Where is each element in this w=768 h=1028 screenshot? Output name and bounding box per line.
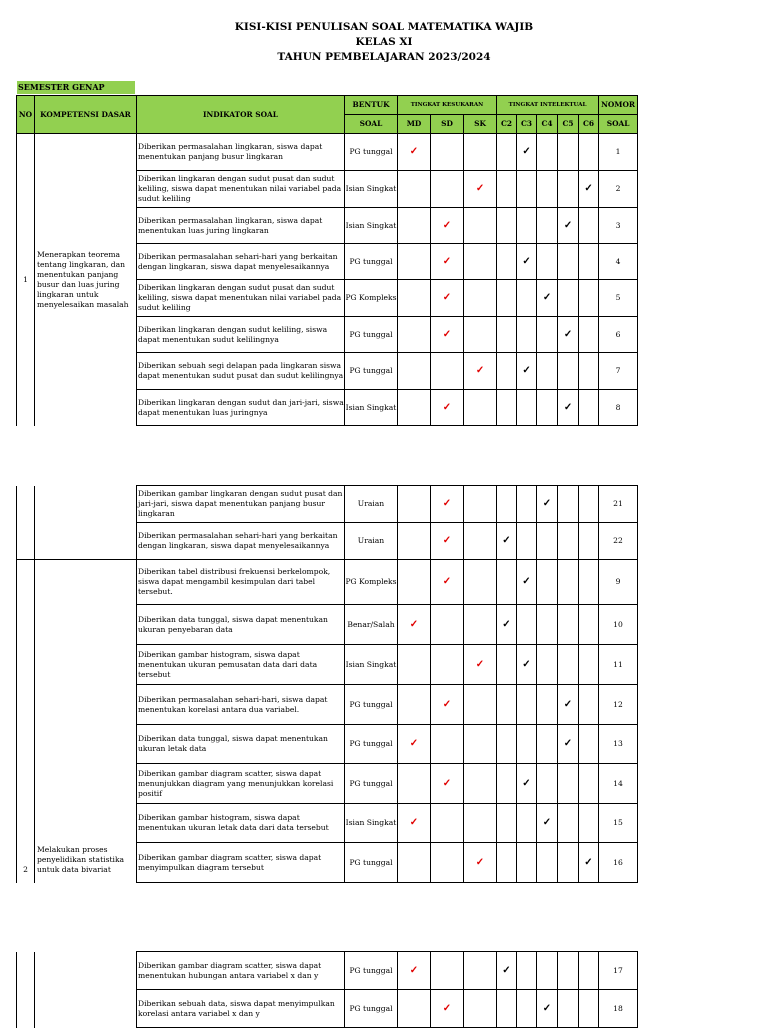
kisi-table-section-1 (16, 95, 638, 426)
check-mark-icon: ✓ (442, 292, 452, 303)
kompetensi-dasar-cell (35, 952, 137, 1028)
intelektual-c2-cell (497, 645, 517, 685)
check-mark-icon: ✓ (409, 817, 419, 828)
intelektual-c4-cell (537, 560, 558, 605)
kompetensi-dasar-text: Melakukan proses penyelidikan statistika untuk data bivariat (37, 844, 125, 874)
nomor-soal-cell: 8 (599, 390, 638, 426)
check-mark-icon: ✓ (563, 698, 573, 710)
kesukaran-sd-cell (431, 523, 464, 560)
kesukaran-sk-cell (464, 645, 497, 685)
intelektual-c6-cell (579, 560, 599, 605)
bentuk-soal-cell: Uraian (345, 523, 398, 560)
check-mark-icon: ✓ (542, 498, 552, 509)
kesukaran-sd-cell (431, 645, 464, 685)
check-mark-icon: ✓ (584, 856, 593, 868)
indikator-soal-cell: Diberikan sebuah segi delapan pada lingkaran siswa dapat menentukan sudut pusat dan sudut kelilingnya (137, 353, 345, 390)
indikator-soal-cell: Diberikan gambar diagram scatter, siswa dapat menunjukkan diagram yang menunjukkan korelasi positif (137, 764, 345, 804)
intelektual-c5-cell (558, 725, 579, 764)
nomor-soal-cell: 6 (599, 317, 638, 353)
intelektual-c4-cell (537, 353, 558, 390)
intelektual-c2-cell (497, 390, 517, 426)
kesukaran-md-cell (398, 645, 431, 685)
intelektual-c2-cell (497, 134, 517, 171)
kesukaran-sd-cell (431, 804, 464, 843)
check-mark-icon: ✓ (522, 777, 531, 789)
table-row (17, 486, 638, 523)
kesukaran-md-cell (398, 208, 431, 244)
nomor-soal-cell: 13 (599, 725, 638, 764)
document-subtitle-class: KELAS XI (355, 36, 413, 48)
check-mark-icon: ✓ (475, 183, 485, 194)
intelektual-c2-cell (497, 804, 517, 843)
kesukaran-md-cell (398, 764, 431, 804)
bentuk-soal-cell: PG tunggal (345, 244, 398, 280)
kesukaran-sd-cell (431, 560, 464, 605)
intelektual-c4-cell (537, 317, 558, 353)
intelektual-c4-cell (537, 486, 558, 523)
intelektual-c2-cell (497, 685, 517, 725)
nomor-soal-cell: 3 (599, 208, 638, 244)
intelektual-c5-cell (558, 685, 579, 725)
intelektual-c5-cell (558, 843, 579, 883)
intelektual-c3-cell (517, 764, 537, 804)
bentuk-soal-cell: Isian Singkat (345, 208, 398, 244)
intelektual-c2-cell (497, 244, 517, 280)
intelektual-c3-cell (517, 208, 537, 244)
kesukaran-md-cell (398, 390, 431, 426)
check-mark-icon: ✓ (522, 146, 531, 157)
kisi-table-section-3 (16, 951, 638, 1028)
intelektual-c3-cell (517, 523, 537, 560)
check-mark-icon: ✓ (442, 777, 452, 789)
intelektual-c3-cell (517, 134, 537, 171)
check-mark-icon: ✓ (409, 964, 419, 976)
check-mark-icon: ✓ (475, 365, 485, 376)
kesukaran-sk-cell (464, 685, 497, 725)
intelektual-c4-cell (537, 244, 558, 280)
intelektual-c3-cell (517, 843, 537, 883)
nomor-soal-cell: 21 (599, 486, 638, 523)
header-c4: C4 (537, 115, 558, 134)
intelektual-c5-cell (558, 317, 579, 353)
kesukaran-md-cell (398, 990, 431, 1028)
kompetensi-dasar-cell (35, 134, 137, 426)
intelektual-c3-cell (517, 605, 537, 645)
nomor-soal-cell: 1 (599, 134, 638, 171)
intelektual-c3-cell (517, 645, 537, 685)
kesukaran-sd-cell (431, 990, 464, 1028)
bentuk-soal-cell: Isian Singkat (345, 390, 398, 426)
indikator-soal-cell: Diberikan permasalahan sehari-hari, siswa dapat menentukan korelasi antara dua variabel. (137, 685, 345, 725)
kesukaran-sk-cell (464, 208, 497, 244)
kesukaran-md-cell (398, 843, 431, 883)
kesukaran-sd-cell (431, 843, 464, 883)
intelektual-c3-cell (517, 317, 537, 353)
kesukaran-sd-cell (431, 605, 464, 645)
bentuk-soal-cell: PG Kompleks (345, 280, 398, 317)
indikator-soal-cell: Diberikan permasalahan lingkaran, siswa dapat menentukan panjang busur lingkaran (137, 134, 345, 171)
intelektual-c4-cell (537, 645, 558, 685)
intelektual-c5-cell (558, 353, 579, 390)
intelektual-c6-cell (579, 804, 599, 843)
table-row (17, 560, 638, 605)
check-mark-icon: ✓ (522, 255, 531, 267)
bentuk-soal-cell: Isian Singkat (345, 804, 398, 843)
check-mark-icon: ✓ (442, 1002, 452, 1014)
intelektual-c6-cell (579, 725, 599, 764)
kesukaran-sk-cell (464, 244, 497, 280)
bentuk-soal-cell: PG tunggal (345, 952, 398, 990)
kesukaran-sk-cell (464, 280, 497, 317)
kesukaran-md-cell (398, 725, 431, 764)
check-mark-icon: ✓ (563, 401, 573, 413)
kesukaran-sk-cell (464, 134, 497, 171)
kesukaran-md-cell (398, 171, 431, 208)
kesukaran-sd-cell (431, 764, 464, 804)
kesukaran-md-cell (398, 685, 431, 725)
header-c3: C3 (517, 115, 537, 134)
check-mark-icon: ✓ (502, 618, 511, 630)
bentuk-soal-cell: PG tunggal (345, 134, 398, 171)
intelektual-c2-cell (497, 171, 517, 208)
kesukaran-sd-cell (431, 390, 464, 426)
nomor-soal-cell: 15 (599, 804, 638, 843)
semester-label: SEMESTER GENAP (17, 81, 135, 94)
kesukaran-sk-cell (464, 560, 497, 605)
check-mark-icon: ✓ (542, 292, 552, 303)
intelektual-c4-cell (537, 990, 558, 1028)
kesukaran-sd-cell (431, 353, 464, 390)
bentuk-soal-cell: Uraian (345, 486, 398, 523)
kesukaran-sk-cell (464, 605, 497, 645)
intelektual-c6-cell (579, 645, 599, 685)
kesukaran-sd-cell (431, 952, 464, 990)
intelektual-c2-cell (497, 353, 517, 390)
kesukaran-sd-cell (431, 171, 464, 208)
intelektual-c4-cell (537, 523, 558, 560)
indikator-soal-cell: Diberikan gambar histogram, siswa dapat menentukan ukuran letak data dari data tersebut (137, 804, 345, 843)
indikator-soal-cell: Diberikan permasalahan sehari-hari yang berkaitan dengan lingkaran, siswa dapat menyelesaikannya (137, 244, 345, 280)
intelektual-c6-cell (579, 280, 599, 317)
intelektual-c3-cell (517, 685, 537, 725)
nomor-soal-cell: 2 (599, 171, 638, 208)
bentuk-soal-cell: PG Kompleks (345, 560, 398, 605)
intelektual-c4-cell (537, 390, 558, 426)
no-cell (17, 486, 35, 560)
check-mark-icon: ✓ (502, 535, 511, 546)
kesukaran-sk-cell (464, 523, 497, 560)
intelektual-c3-cell (517, 560, 537, 605)
indikator-soal-cell: Diberikan permasalahan lingkaran, siswa dapat menentukan luas juring lingkaran (137, 208, 345, 244)
kesukaran-sk-cell (464, 171, 497, 208)
intelektual-c2-cell (497, 764, 517, 804)
intelektual-c6-cell (579, 486, 599, 523)
intelektual-c6-cell (579, 208, 599, 244)
intelektual-c3-cell (517, 990, 537, 1028)
intelektual-c6-cell (579, 353, 599, 390)
kesukaran-sk-cell (464, 390, 497, 426)
kesukaran-sk-cell (464, 725, 497, 764)
nomor-soal-cell: 14 (599, 764, 638, 804)
bentuk-soal-cell: PG tunggal (345, 317, 398, 353)
indikator-soal-cell: Diberikan data tunggal, siswa dapat menentukan ukuran penyebaran data (137, 605, 345, 645)
intelektual-c2-cell (497, 208, 517, 244)
header-md: MD (398, 115, 431, 134)
check-mark-icon: ✓ (442, 498, 452, 509)
header-sk: SK (464, 115, 497, 134)
header-c6: C6 (579, 115, 599, 134)
check-mark-icon: ✓ (522, 365, 531, 376)
no-cell: 2 (17, 560, 35, 883)
bentuk-soal-cell: PG tunggal (345, 843, 398, 883)
intelektual-c5-cell (558, 523, 579, 560)
intelektual-c6-cell (579, 685, 599, 725)
intelektual-c4-cell (537, 171, 558, 208)
intelektual-c4-cell (537, 280, 558, 317)
indikator-soal-cell: Diberikan lingkaran dengan sudut dan jari-jari, siswa dapat menentukan luas juringnya (137, 390, 345, 426)
intelektual-c3-cell (517, 390, 537, 426)
header-tingkat-intelektual: TINGKAT INTELEKTUAL (497, 96, 599, 115)
check-mark-icon: ✓ (409, 618, 419, 630)
intelektual-c4-cell (537, 605, 558, 645)
intelektual-c6-cell (579, 764, 599, 804)
intelektual-c4-cell (537, 804, 558, 843)
kesukaran-sk-cell (464, 843, 497, 883)
kesukaran-md-cell (398, 317, 431, 353)
nomor-soal-cell: 16 (599, 843, 638, 883)
nomor-soal-cell: 7 (599, 353, 638, 390)
check-mark-icon: ✓ (563, 219, 573, 231)
check-mark-icon: ✓ (442, 576, 452, 587)
intelektual-c6-cell (579, 390, 599, 426)
indikator-soal-cell: Diberikan gambar diagram scatter, siswa dapat menentukan hubungan antara variabel x dan y (137, 952, 345, 990)
intelektual-c6-cell (579, 843, 599, 883)
intelektual-c4-cell (537, 764, 558, 804)
intelektual-c6-cell (579, 171, 599, 208)
check-mark-icon: ✓ (584, 183, 593, 194)
intelektual-c5-cell (558, 990, 579, 1028)
intelektual-c4-cell (537, 843, 558, 883)
intelektual-c6-cell (579, 605, 599, 645)
nomor-soal-cell: 11 (599, 645, 638, 685)
no-cell: 1 (17, 134, 35, 426)
bentuk-soal-cell: PG tunggal (345, 990, 398, 1028)
kesukaran-sk-cell (464, 990, 497, 1028)
check-mark-icon: ✓ (522, 658, 531, 670)
indikator-soal-cell: Diberikan data tunggal, siswa dapat menentukan ukuran letak data (137, 725, 345, 764)
kisi-table-section-2 (16, 485, 638, 883)
nomor-soal-cell: 5 (599, 280, 638, 317)
intelektual-c5-cell (558, 764, 579, 804)
header-soal: SOAL (345, 115, 398, 134)
kesukaran-md-cell (398, 134, 431, 171)
header-bentuk: BENTUK (345, 96, 398, 115)
header-c5: C5 (558, 115, 579, 134)
intelektual-c3-cell (517, 171, 537, 208)
kesukaran-sk-cell (464, 952, 497, 990)
indikator-soal-cell: Diberikan lingkaran dengan sudut pusat dan sudut keliling, siswa dapat menentukan nilai variabel pada sudut keliling (137, 280, 345, 317)
nomor-soal-cell: 4 (599, 244, 638, 280)
check-mark-icon: ✓ (442, 219, 452, 231)
intelektual-c2-cell (497, 523, 517, 560)
intelektual-c3-cell (517, 244, 537, 280)
intelektual-c2-cell (497, 843, 517, 883)
intelektual-c2-cell (497, 725, 517, 764)
nomor-soal-cell: 9 (599, 560, 638, 605)
table-row (17, 134, 638, 171)
header-sd: SD (431, 115, 464, 134)
kesukaran-sd-cell (431, 486, 464, 523)
check-mark-icon: ✓ (409, 738, 419, 749)
kompetensi-dasar-text: Menerapkan teorema tentang lingkaran, dan menentukan panjang busur dan luas juring lingkaran untuk menyelesaikan masalah (37, 249, 129, 309)
indikator-soal-cell: Diberikan tabel distribusi frekuensi berkelompok, siswa dapat mengambil kesimpulan dari tabel tersebut. (137, 560, 345, 605)
intelektual-c6-cell (579, 134, 599, 171)
intelektual-c3-cell (517, 280, 537, 317)
kesukaran-md-cell (398, 804, 431, 843)
kesukaran-sd-cell (431, 685, 464, 725)
intelektual-c2-cell (497, 605, 517, 645)
intelektual-c2-cell (497, 990, 517, 1028)
indikator-soal-cell: Diberikan permasalahan sehari-hari yang berkaitan dengan lingkaran, siswa dapat menyelesaikannya (137, 523, 345, 560)
check-mark-icon: ✓ (522, 576, 531, 587)
check-mark-icon: ✓ (563, 328, 573, 340)
intelektual-c4-cell (537, 134, 558, 171)
check-mark-icon: ✓ (442, 255, 452, 267)
intelektual-c2-cell (497, 280, 517, 317)
intelektual-c2-cell (497, 317, 517, 353)
indikator-soal-cell: Diberikan gambar diagram scatter, siswa dapat menyimpulkan diagram tersebut (137, 843, 345, 883)
intelektual-c5-cell (558, 952, 579, 990)
kesukaran-sk-cell (464, 764, 497, 804)
intelektual-c5-cell (558, 208, 579, 244)
kesukaran-md-cell (398, 486, 431, 523)
kesukaran-md-cell (398, 523, 431, 560)
kesukaran-sk-cell (464, 804, 497, 843)
intelektual-c3-cell (517, 952, 537, 990)
kesukaran-sd-cell (431, 317, 464, 353)
check-mark-icon: ✓ (542, 817, 552, 828)
intelektual-c6-cell (579, 244, 599, 280)
intelektual-c3-cell (517, 725, 537, 764)
intelektual-c5-cell (558, 804, 579, 843)
header-indikator-soal: INDIKATOR SOAL (137, 96, 345, 134)
bentuk-soal-cell: PG tunggal (345, 725, 398, 764)
bentuk-soal-cell: Benar/Salah (345, 605, 398, 645)
intelektual-c6-cell (579, 523, 599, 560)
check-mark-icon: ✓ (442, 328, 452, 340)
intelektual-c5-cell (558, 134, 579, 171)
intelektual-c5-cell (558, 645, 579, 685)
kesukaran-md-cell (398, 952, 431, 990)
bentuk-soal-cell: PG tunggal (345, 764, 398, 804)
indikator-soal-cell: Diberikan lingkaran dengan sudut pusat dan sudut keliling, siswa dapat menentukan nilai variabel pada sudut keliling (137, 171, 345, 208)
intelektual-c6-cell (579, 990, 599, 1028)
intelektual-c5-cell (558, 605, 579, 645)
bentuk-soal-cell: PG tunggal (345, 685, 398, 725)
header-nomor: NOMOR (599, 96, 638, 115)
check-mark-icon: ✓ (542, 1002, 552, 1014)
check-mark-icon: ✓ (409, 146, 419, 157)
intelektual-c4-cell (537, 685, 558, 725)
nomor-soal-cell: 22 (599, 523, 638, 560)
intelektual-c6-cell (579, 317, 599, 353)
nomor-soal-cell: 17 (599, 952, 638, 990)
kesukaran-sk-cell (464, 353, 497, 390)
check-mark-icon: ✓ (502, 964, 511, 976)
intelektual-c2-cell (497, 560, 517, 605)
header-c2: C2 (497, 115, 517, 134)
bentuk-soal-cell: Isian Singkat (345, 645, 398, 685)
kesukaran-sd-cell (431, 280, 464, 317)
header-no: NO (17, 96, 35, 134)
kesukaran-sd-cell (431, 244, 464, 280)
intelektual-c5-cell (558, 244, 579, 280)
indikator-soal-cell: Diberikan sebuah data, siswa dapat menyimpulkan korelasi antara variabel x dan y (137, 990, 345, 1028)
intelektual-c4-cell (537, 952, 558, 990)
intelektual-c5-cell (558, 280, 579, 317)
indikator-soal-cell: Diberikan gambar lingkaran dengan sudut pusat dan jari-jari, siswa dapat menentukan panjang busur lingkaran (137, 486, 345, 523)
kesukaran-sd-cell (431, 725, 464, 764)
intelektual-c5-cell (558, 390, 579, 426)
intelektual-c4-cell (537, 725, 558, 764)
intelektual-c5-cell (558, 486, 579, 523)
no-cell (17, 952, 35, 1028)
intelektual-c3-cell (517, 804, 537, 843)
header-tingkat-kesukaran: TINGKAT KESUKARAN (398, 96, 497, 115)
intelektual-c2-cell (497, 952, 517, 990)
indikator-soal-cell: Diberikan lingkaran dengan sudut keliling, siswa dapat menentukan sudut kelilingnya (137, 317, 345, 353)
check-mark-icon: ✓ (442, 535, 452, 546)
bentuk-soal-cell: PG tunggal (345, 353, 398, 390)
nomor-soal-cell: 10 (599, 605, 638, 645)
kompetensi-dasar-cell (35, 486, 137, 560)
table-row (17, 952, 638, 990)
intelektual-c5-cell (558, 171, 579, 208)
document-subtitle-year: TAHUN PEMBELAJARAN 2023/2024 (277, 51, 491, 63)
intelektual-c2-cell (497, 486, 517, 523)
document-title: KISI-KISI PENULISAN SOAL MATEMATIKA WAJIB (234, 21, 534, 33)
intelektual-c4-cell (537, 208, 558, 244)
kesukaran-md-cell (398, 244, 431, 280)
kesukaran-sk-cell (464, 317, 497, 353)
kesukaran-md-cell (398, 560, 431, 605)
header-kompetensi-dasar: KOMPETENSI DASAR (35, 96, 137, 134)
intelektual-c6-cell (579, 952, 599, 990)
kesukaran-sd-cell (431, 208, 464, 244)
intelektual-c3-cell (517, 353, 537, 390)
kesukaran-sk-cell (464, 486, 497, 523)
intelektual-c3-cell (517, 486, 537, 523)
check-mark-icon: ✓ (475, 658, 485, 670)
header-nomor-soal: SOAL (599, 115, 638, 134)
indikator-soal-cell: Diberikan gambar histogram, siswa dapat menentukan ukuran pemusatan data dari data tersebut (137, 645, 345, 685)
check-mark-icon: ✓ (442, 698, 452, 710)
nomor-soal-cell: 12 (599, 685, 638, 725)
check-mark-icon: ✓ (563, 738, 573, 749)
kesukaran-md-cell (398, 353, 431, 390)
kompetensi-dasar-cell (35, 560, 137, 883)
nomor-soal-cell: 18 (599, 990, 638, 1028)
kesukaran-md-cell (398, 280, 431, 317)
intelektual-c5-cell (558, 560, 579, 605)
kesukaran-sd-cell (431, 134, 464, 171)
check-mark-icon: ✓ (475, 856, 485, 868)
bentuk-soal-cell: Isian Singkat (345, 171, 398, 208)
kesukaran-md-cell (398, 605, 431, 645)
check-mark-icon: ✓ (442, 401, 452, 413)
